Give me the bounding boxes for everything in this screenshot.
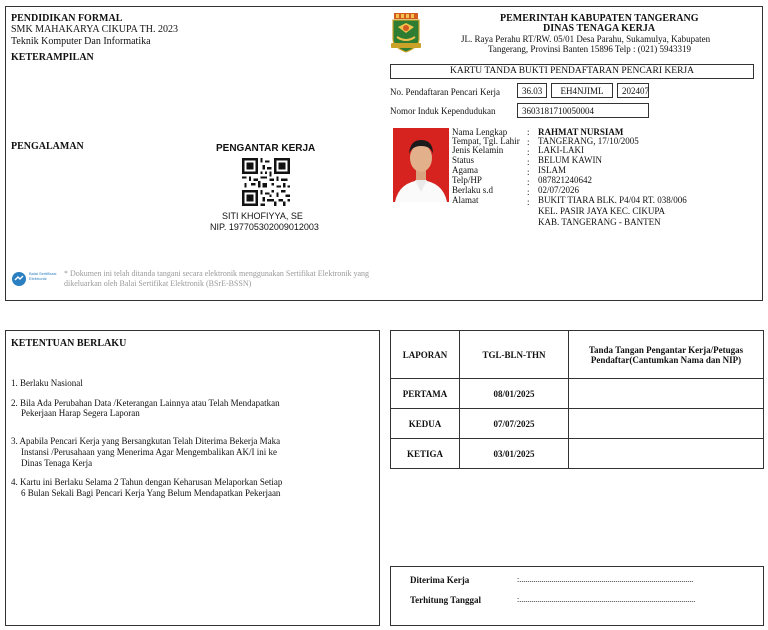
table-row — [391, 439, 764, 469]
diterima-kerja-dots: :....................................................................................... — [517, 575, 694, 584]
bsre-logo-text: Balai Sertifikasi Elektronik — [29, 271, 57, 281]
nik-value: 3603181710050004 — [517, 103, 649, 118]
laporan-row-label: KETIGA — [391, 439, 460, 469]
table-row — [391, 379, 764, 409]
person-address-line3: KAB. TANGERANG - BANTEN — [538, 217, 661, 227]
no-pendaftaran-part2: EH4NJIML — [551, 83, 613, 98]
tanda-tangan-header-line1: Tanda Tangan Pengantar Kerja/Petugas — [588, 344, 744, 355]
pengalaman-title: PENGALAMAN — [11, 141, 84, 152]
pendidikan-title: PENDIDIKAN FORMAL — [11, 13, 123, 24]
person-label-alamat: Alamat — [452, 195, 479, 205]
person-label-gender: Jenis Kelamin — [452, 145, 504, 155]
ketentuan-item-3b: Instansi /Perusahaan yang Menerima Agar Mengembalikan AK/I ini ke — [21, 447, 277, 457]
person-value-telp: 087821240642 — [538, 175, 592, 185]
no-pendaftaran-part1: 36.03 — [517, 83, 547, 98]
person-label-berlaku: Berlaku s.d — [452, 185, 493, 195]
laporan-header-row — [391, 331, 764, 379]
keterampilan-title: KETERAMPILAN — [11, 52, 94, 63]
tanggal-col-header: TGL-BLN-THN — [460, 331, 569, 379]
laporan-row-date: 07/07/2025 — [460, 409, 569, 439]
laporan-row-label: KEDUA — [391, 409, 460, 439]
laporan-row-label: PERTAMA — [391, 379, 460, 409]
person-value-berlaku: 02/07/2026 — [538, 185, 580, 195]
school-name: SMK MAHAKARYA CIKUPA TH. 2023 — [11, 24, 178, 35]
person-address-line2: KEL. PASIR JAYA KEC. CIKUPA — [538, 206, 666, 216]
ketentuan-item-3a: 3. Apabila Pencari Kerja yang Bersangkutan Telah Diterima Bekerja Maka — [11, 436, 281, 446]
person-label-telp: Telp/HP — [452, 175, 482, 185]
applicant-photo — [393, 128, 449, 202]
ketentuan-item-4b: 6 Bulan Sekali Bagi Pencari Kerja Yang Belum Mendapatkan Pekerjaan — [21, 488, 281, 498]
card-title: KARTU TANDA BUKTI PENDAFTARAN PENCARI KERJA — [390, 64, 754, 79]
colon-column: : : : : : : : : — [527, 127, 530, 207]
nik-label: Nomor Induk Kependudukan — [390, 106, 496, 116]
person-label-agama: Agama — [452, 165, 478, 175]
no-pendaftaran-label: No. Pendaftaran Pencari Kerja — [390, 87, 500, 97]
tanda-tangan-header-line2: Pendaftar(Cantumkan Nama dan NIP) — [590, 354, 742, 365]
person-label-nama: Nama Lengkap — [452, 127, 508, 137]
ketentuan-item-2a: 2. Bila Ada Perubahan Data /Keterangan Lainnya atau Telah Mendapatkan — [11, 398, 280, 408]
person-value-nama: RAHMAT NURSIAM — [538, 127, 624, 137]
officer-nip: NIP. 197705302009012003 — [210, 222, 319, 232]
laporan-row-signature — [569, 379, 764, 409]
bsre-emblem-icon — [11, 271, 27, 287]
gov-header-line4: Tangerang, Provinsi Banten 15896 Telp : (021) 5943319 — [488, 44, 692, 54]
bsre-logo — [11, 271, 59, 287]
person-value-gender: LAKI-LAKI — [538, 145, 584, 155]
person-value-agama: ISLAM — [538, 165, 567, 175]
pengantar-title: PENGANTAR KERJA — [216, 143, 316, 154]
person-value-status: BELUM KAWIN — [538, 155, 603, 165]
person-label-status: Status — [452, 155, 475, 165]
table-row — [391, 409, 764, 439]
qr-code-icon — [242, 158, 290, 206]
gov-header-line1: PEMERINTAH KABUPATEN TANGERANG — [500, 13, 699, 24]
ketentuan-item-3c: Dinas Tenaga Kerja — [21, 458, 93, 468]
laporan-row-signature — [569, 439, 764, 469]
footnote-line-2: dikeluarkan oleh Balai Sertifikat Elektronik (BSrE-BSSN) — [64, 279, 252, 288]
diterima-kerja-label: Diterima Kerja — [410, 575, 470, 585]
terhitung-tanggal-label: Terhitung Tanggal — [410, 595, 481, 605]
major-name: Teknik Komputer Dan Informatika — [11, 36, 151, 47]
person-value-alamat: BUKIT TIARA BLK. P4/04 RT. 038/006 — [538, 195, 687, 205]
ketentuan-item-4a: 4. Kartu ini Berlaku Selama 2 Tahun dengan Keharusan Melaporkan Setiap — [11, 477, 283, 487]
kabupaten-tangerang-emblem-icon — [390, 13, 422, 53]
tanda-tangan-col-header — [569, 331, 764, 379]
gov-header-line2: DINAS TENAGA KERJA — [543, 23, 656, 34]
laporan-row-date: 08/01/2025 — [460, 379, 569, 409]
gov-header-line3: JL. Raya Perahu RT/RW. 05/01 Desa Parahu, Sukamulya, Kabupaten — [461, 34, 711, 44]
person-label-ttl: Tempat, Tgl. Lahir — [452, 136, 520, 146]
ketentuan-title: KETENTUAN BERLAKU — [11, 338, 127, 349]
laporan-col-header: LAPORAN — [391, 331, 460, 379]
laporan-row-signature — [569, 409, 764, 439]
ketentuan-item-2b: Pekerjaan Harap Segera Laporan — [21, 408, 140, 418]
laporan-row-date: 03/01/2025 — [460, 439, 569, 469]
person-value-ttl: TANGERANG, 17/10/2005 — [538, 136, 639, 146]
ketentuan-item-1: 1. Berlaku Nasional — [11, 378, 83, 388]
officer-name: SITI KHOFIYYA, SE — [222, 211, 303, 221]
no-pendaftaran-part3: 202407 — [617, 83, 649, 98]
laporan-table — [390, 330, 764, 469]
terhitung-tanggal-dots: :........................................................................................ — [517, 595, 696, 604]
footnote-line-1: * Dokumen ini telah ditanda tangani secara elektronik menggunakan Sertifikat Elektronik yang — [64, 269, 370, 278]
